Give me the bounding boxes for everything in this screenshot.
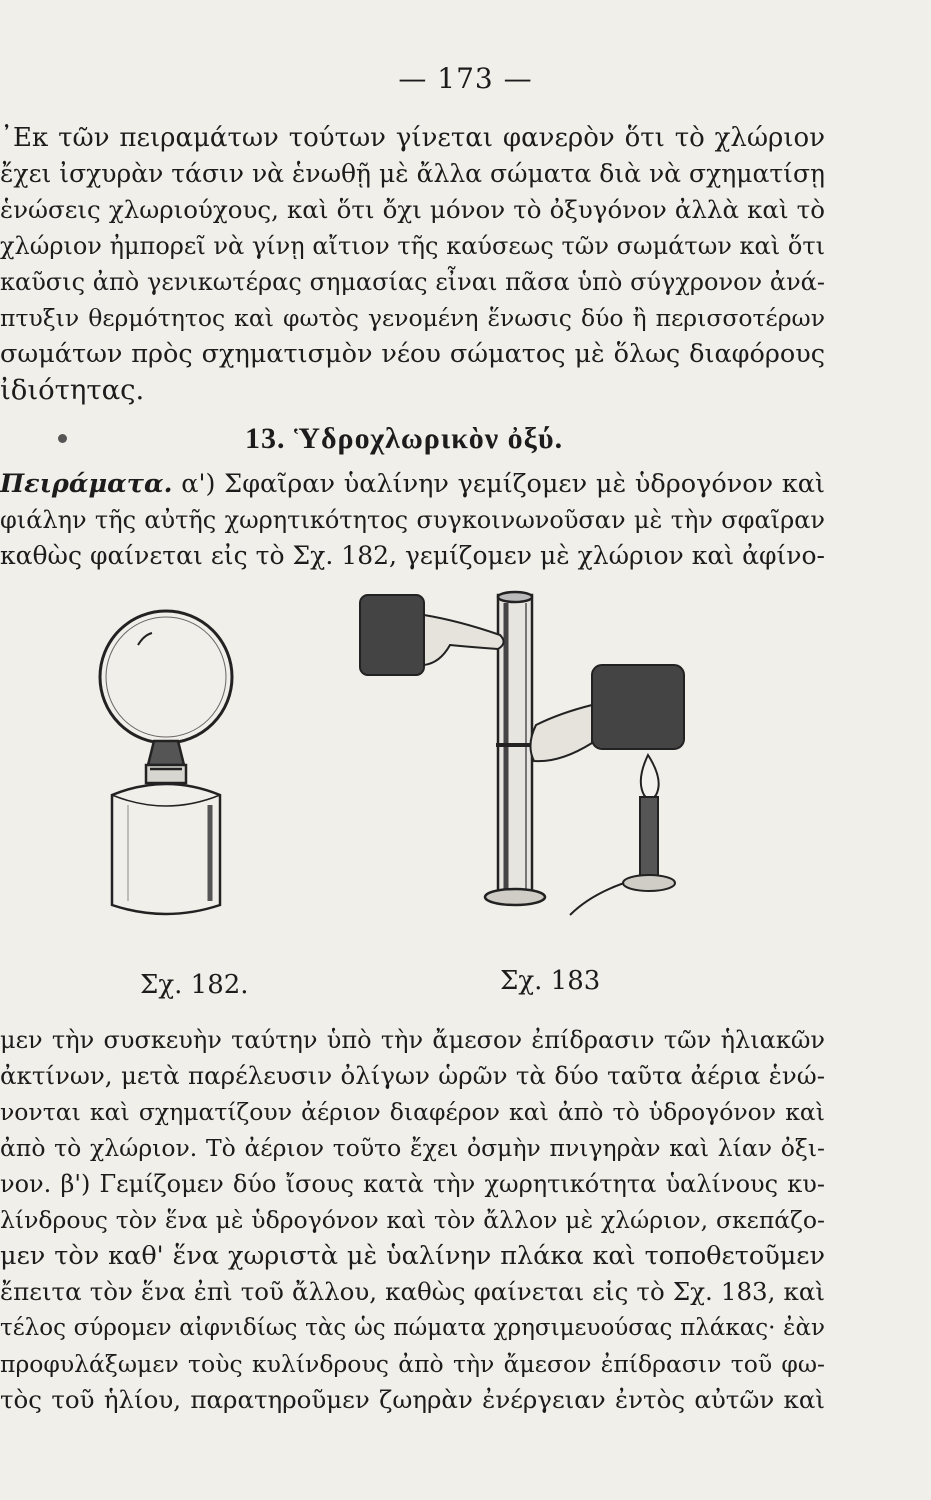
paragraph3-line-9: τέλος σύρομεν αἰφνιδίως τὰς ὡς πώματα χρησιμευούσας πλάκας· ἐὰν [0,1315,825,1341]
paragraph3-line-1: μεν τὴν συσκευὴν ταύτην ὑπὸ τὴν ἄμεσον ἐπίδρασιν τῶν ἡλιακῶν [0,1026,825,1054]
paragraph3-line-2: ἀκτίνων, μετὰ παρέλευσιν ὀλίγων ὡρῶν τὰ δύο ταῦτα ἀέρια ἑνώ- [0,1061,825,1090]
figure-183-caption: Σχ. 183 [500,966,601,996]
paragraph1-line-6: πτυξιν θερμότητος καὶ φωτὸς γενομένη ἕνωσις δύο ἢ περισσοτέρων [0,304,825,332]
paragraph2-line-1-text: α') Σφαῖραν ὑαλίνην γεμίζομεν μὲ ὑδρογόνον καὶ [181,469,825,499]
paragraph2-line-1 [0,466,825,502]
sphere-neck-illustration [146,741,186,783]
section-heading: 13. Ὑδροχλωρικὸν ὀξύ. [245,422,564,455]
paragraph3-line-11: τὸς τοῦ ἡλίου, παρατηροῦμεν ζωηρὰν ἐνέργειαν ἐντὸς αὐτῶν καὶ [0,1385,825,1414]
figure-182-apparatus [78,605,238,925]
upper-hand-illustration [360,595,504,675]
paragraph2-line-3: καθὼς φαίνεται εἰς τὸ Σχ. 182, γεμίζομεν μὲ χλώριον καὶ ἀφίνο- [0,541,825,570]
figure-183-apparatus [330,585,710,925]
margin-dot [58,434,67,443]
glass-sphere-illustration [100,611,232,743]
paragraph3-line-8: ἔπειτα τὸν ἕνα ἐπὶ τοῦ ἄλλου, καθὼς φαίνεται εἰς τὸ Σχ. 183, καὶ [0,1277,825,1306]
paragraph3-line-6: λίνδρους τὸν ἕνα μὲ ὑδρογόνον καὶ τὸν ἄλλον μὲ χλώριον, σκεπάζο- [0,1206,825,1234]
paragraph3-line-4: ἀπὸ τὸ χλώριον. Τὸ ἀέριον τοῦτο ἔχει ὀσμὴν πνιγηρὰν καὶ λίαν ὀξι- [0,1134,825,1162]
paragraph3-line-7: μεν τὸν καθ' ἕνα χωριστὰ μὲ ὑαλίνην πλάκα καὶ τοποθετοῦμεν [0,1241,825,1271]
paragraph3-line-3: νονται καὶ σχηματίζουν ἀέριον διαφέρον καὶ ἀπὸ τὸ ὑδρογόνον καὶ [0,1098,825,1126]
paragraph1-line-7: σωμάτων πρὸς σχηματισμὸν νέου σώματος μὲ ὅλως διαφόρους [0,339,825,369]
paragraph1-line-2: ἔχει ἰσχυρὰν τάσιν νὰ ἑνωθῇ μὲ ἄλλα σώματα διὰ νὰ σχηματίσῃ [0,159,825,188]
paragraph3-line-10: προφυλάξωμεν τοὺς κυλίνδρους ἀπὸ τὴν ἄμεσον ἐπίδρασιν τοῦ φω- [0,1350,825,1378]
lower-hand-illustration [530,665,684,761]
candle-illustration [570,755,675,915]
paragraph1-line-4: χλώριον ἠμπορεῖ νὰ γίνῃ αἴτιον τῆς καύσεως τῶν σωμάτων καὶ ὅτι [0,232,825,260]
paragraph1-line-1: ᾿Εκ τῶν πειραμάτων τούτων γίνεται φανερὸν ὅτι τὸ χλώριον [0,123,825,153]
paragraph3-line-5: νον. β') Γεμίζομεν δύο ἴσους κατὰ τὴν χωρητικότητα ὑαλίνους κυ- [0,1170,825,1198]
paragraph2-line-2: φιάλην τῆς αὐτῆς χωρητικότητος συγκοινωνοῦσαν μὲ τὴν σφαῖραν [0,506,825,534]
paragraph1-line-3: ἑνώσεις χλωριούχους, καὶ ὅτι ὄχι μόνον τὸ ὀξυγόνον ἀλλὰ καὶ τὸ [0,195,825,224]
paragraph1-line-8: ἰδιότητας. [0,374,145,406]
glass-cylinder-illustration [112,784,220,914]
paragraph2-lead: Πειράματα. [0,469,173,499]
page-number: — 173 — [398,62,533,95]
paragraph1-line-5: καῦσις ἀπὸ γενικωτέρας σημασίας εἶναι πᾶσα ὑπὸ σύγχρονον ἀνά- [0,268,825,296]
figure-182-caption: Σχ. 182. [140,970,249,1000]
